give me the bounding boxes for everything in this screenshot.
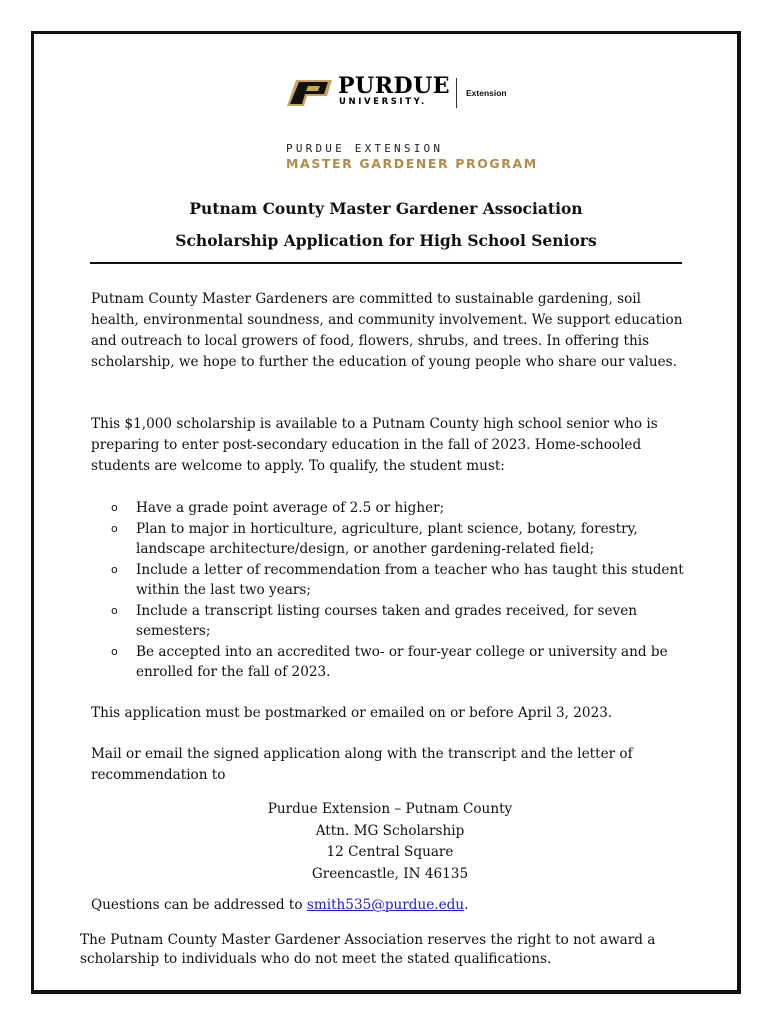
disclaimer-paragraph: The Putnam County Master Gardener Association reserves the right to not award a scholarship to individuals who do not meet the stated qualifications. [80, 932, 656, 967]
requirement-text: Include a letter of recommendation from a teacher who has taught this student within the last two years; [136, 561, 684, 598]
document-title: Putnam County Master Gardener Association [189, 199, 583, 218]
title-divider [90, 262, 682, 264]
intro-paragraph: Putnam County Master Gardeners are committed to sustainable gardening, soil health, environmental soundness, and community involvement. We support education and outreach to local growers of food, flowers, shrubs, and trees. In offering this scholarship, we hope to further the education of young people who share our values. [91, 291, 683, 370]
questions-prefix: Questions can be addressed to [91, 897, 307, 913]
list-item [91, 519, 691, 560]
purdue-wordmark: PURDUE [338, 73, 451, 99]
address-line: 12 Central Square [326, 844, 454, 860]
list-item [91, 601, 691, 642]
purdue-p-logo-icon [286, 79, 334, 107]
eligibility-paragraph: This $1,000 scholarship is available to a Putnam County high school senior who is preparing to enter post-secondary education in the fall of 2023. Home-schooled students are welcome to apply. To qualify, the student must: [91, 416, 658, 474]
bullet-icon: o [111, 603, 118, 617]
logo-divider [456, 78, 457, 108]
bullet-icon: o [111, 521, 118, 535]
questions-paragraph [91, 895, 691, 916]
mailing-address [90, 799, 690, 885]
bullet-icon: o [111, 501, 118, 514]
mail-instructions-paragraph: Mail or email the signed application along with the transcript and the letter of recommendation to [91, 746, 633, 783]
list-item [91, 560, 691, 601]
university-subline: UNIVERSITY. [339, 97, 427, 107]
extension-label: Extension [466, 88, 507, 98]
address-line: Purdue Extension – Putnam County [267, 801, 513, 817]
list-item [91, 498, 691, 519]
list-item [91, 642, 691, 683]
requirement-text: Have a grade point average of 2.5 or higher; [136, 500, 445, 516]
program-title-line2: MASTER GARDENER PROGRAM [286, 156, 538, 171]
requirement-text: Be accepted into an accredited two- or four-year college or university and be enrolled for the fall of 2023. [136, 643, 668, 680]
contact-email-link[interactable]: smith535@purdue.edu [306, 897, 465, 913]
address-line: Greencastle, IN 46135 [311, 865, 469, 882]
address-line: Attn. MG Scholarship [315, 822, 465, 839]
bullet-icon: o [111, 644, 118, 658]
requirement-text: Plan to major in horticulture, agriculture, plant science, botany, forestry, landscape architecture/design, or another gardening-related field; [136, 520, 638, 557]
bullet-icon: o [111, 562, 118, 576]
document-subtitle: Scholarship Application for High School Seniors [175, 231, 597, 250]
requirements-list [91, 498, 691, 683]
program-title-line1: PURDUE EXTENSION [286, 142, 444, 155]
questions-suffix: . [464, 897, 469, 913]
deadline-paragraph: This application must be postmarked or emailed on or before April 3, 2023. [91, 705, 613, 721]
requirement-text: Include a transcript listing courses taken and grades received, for seven semesters; [136, 602, 638, 639]
